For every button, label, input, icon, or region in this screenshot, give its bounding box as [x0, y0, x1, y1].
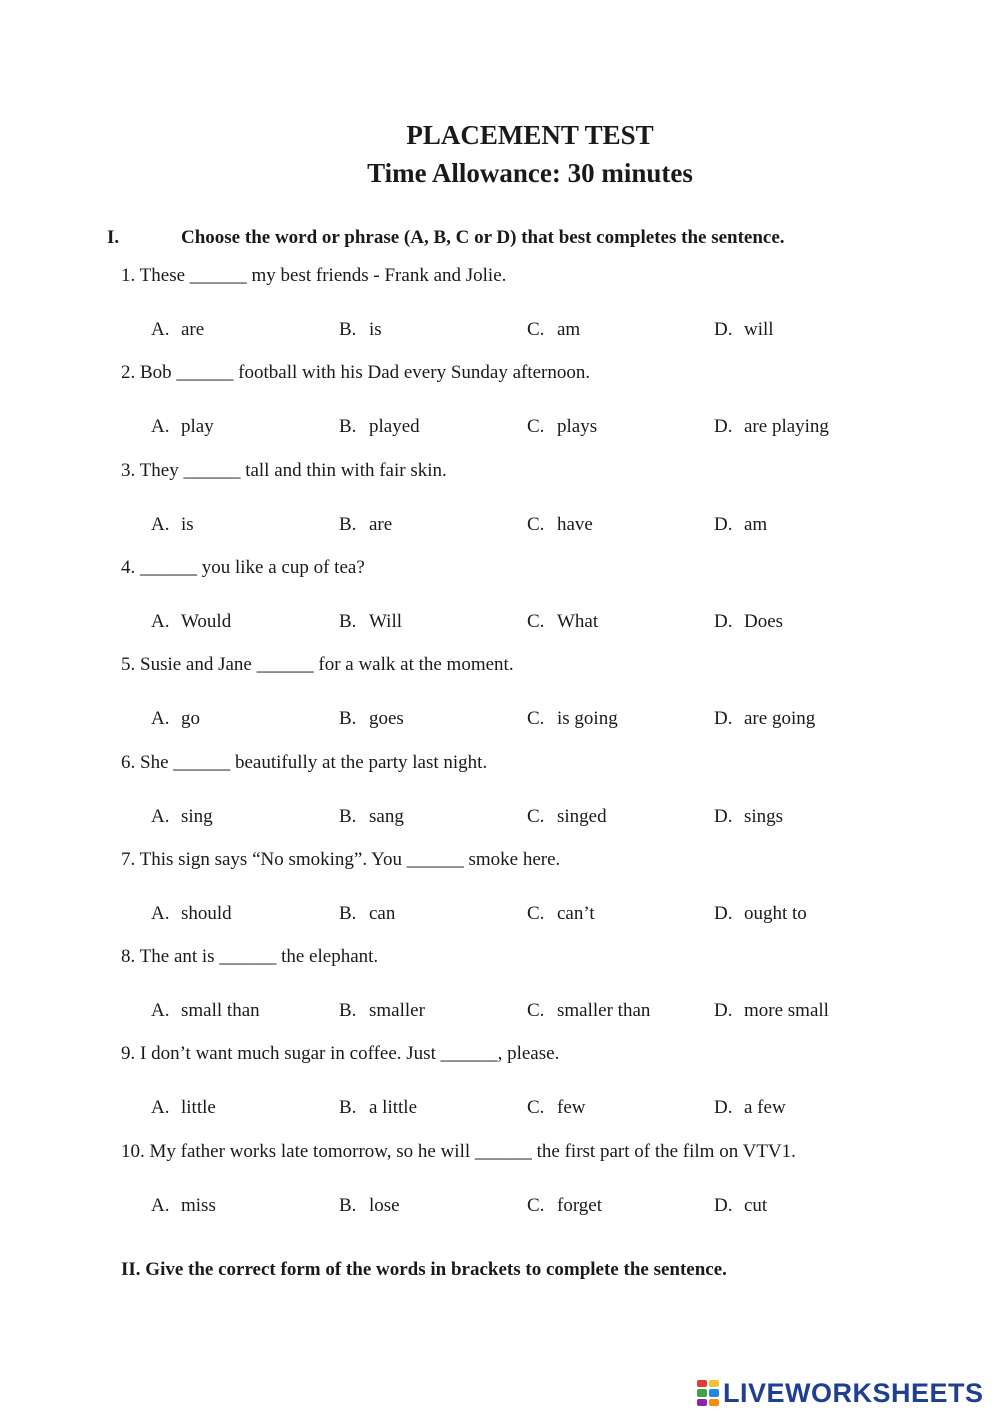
- option-letter: D.: [714, 1097, 733, 1119]
- option-letter: B.: [339, 805, 357, 827]
- question-8-options: [151, 1000, 911, 1026]
- logo-tile: [697, 1380, 707, 1387]
- option-letter: A.: [151, 416, 170, 438]
- option-text: is: [181, 513, 194, 535]
- option-letter: A.: [151, 513, 170, 535]
- option-letter: A.: [151, 1000, 170, 1022]
- option-letter: B.: [339, 416, 357, 438]
- option-letter: C.: [527, 902, 545, 924]
- option-a[interactable]: [151, 1000, 260, 1022]
- option-b[interactable]: [339, 806, 404, 828]
- option-text: are playing: [744, 416, 829, 438]
- option-text: few: [557, 1097, 586, 1119]
- option-letter: D.: [714, 319, 733, 340]
- option-text: am: [557, 319, 581, 340]
- option-letter: D.: [714, 513, 733, 535]
- option-d[interactable]: [714, 806, 783, 828]
- option-letter: C.: [527, 513, 545, 535]
- option-c[interactable]: [527, 806, 607, 828]
- option-letter: A.: [151, 319, 170, 340]
- option-text: Will: [369, 610, 403, 632]
- option-letter: B.: [339, 319, 357, 340]
- option-letter: C.: [527, 805, 545, 827]
- option-text: Would: [181, 610, 232, 632]
- option-letter: B.: [339, 1194, 357, 1216]
- question-5: 5. Susie and Jane ______ for a walk at the moment.: [121, 654, 514, 676]
- option-text: sing: [181, 805, 213, 827]
- question-3: 3. They ______ tall and thin with fair skin.: [121, 459, 447, 481]
- option-text: sang: [369, 805, 404, 827]
- option-text: cut: [744, 1194, 768, 1216]
- option-text: played: [369, 416, 420, 438]
- liveworksheets-logo: [697, 1378, 984, 1408]
- option-letter: B.: [339, 1097, 357, 1119]
- option-text: are: [181, 319, 205, 340]
- option-text: have: [557, 513, 593, 535]
- option-letter: C.: [527, 610, 545, 632]
- option-text: a little: [369, 1097, 418, 1119]
- option-b[interactable]: [339, 514, 392, 536]
- option-text: ought to: [744, 902, 807, 924]
- option-letter: A.: [151, 805, 170, 827]
- question-2-options: [151, 416, 911, 442]
- option-text: play: [181, 416, 214, 438]
- option-c[interactable]: [527, 319, 580, 341]
- brand-name: LIVEWORKSHEETS: [723, 1377, 984, 1408]
- option-letter: A.: [151, 902, 170, 924]
- logo-tile: [697, 1389, 707, 1396]
- option-text: should: [181, 902, 232, 924]
- option-letter: D.: [714, 902, 733, 924]
- question-6: 6. She ______ beautifully at the party last night.: [121, 751, 488, 773]
- option-d[interactable]: [714, 514, 767, 536]
- option-c[interactable]: [527, 1000, 650, 1022]
- option-a[interactable]: [151, 611, 231, 633]
- option-text: smaller than: [557, 1000, 651, 1022]
- option-a[interactable]: [151, 514, 194, 536]
- option-letter: C.: [527, 1000, 545, 1022]
- option-a[interactable]: [151, 806, 213, 828]
- option-text: are going: [744, 708, 816, 730]
- option-letter: D.: [714, 1194, 733, 1216]
- option-c[interactable]: [527, 611, 598, 633]
- option-letter: D.: [714, 610, 733, 632]
- option-d[interactable]: [714, 1195, 767, 1217]
- option-text: forget: [557, 1194, 603, 1216]
- option-text: will: [744, 319, 774, 340]
- option-letter: A.: [151, 610, 170, 632]
- option-b[interactable]: [339, 1000, 425, 1022]
- question-4-options: [151, 611, 911, 637]
- logo-tile: [709, 1380, 719, 1387]
- option-letter: D.: [714, 805, 733, 827]
- option-text: goes: [369, 708, 404, 730]
- option-text: are: [369, 513, 393, 535]
- option-letter: A.: [151, 1194, 170, 1216]
- option-d[interactable]: [714, 611, 783, 633]
- option-letter: B.: [339, 708, 357, 730]
- option-c[interactable]: [527, 1097, 585, 1119]
- option-a[interactable]: [151, 1097, 216, 1119]
- option-text: go: [181, 708, 200, 730]
- page-title: PLACEMENT TEST: [406, 120, 654, 150]
- option-letter: D.: [714, 708, 733, 730]
- option-d[interactable]: [714, 1097, 786, 1119]
- option-c[interactable]: [527, 514, 593, 536]
- option-a[interactable]: [151, 416, 214, 438]
- option-b[interactable]: [339, 319, 382, 341]
- option-d[interactable]: [714, 1000, 829, 1022]
- option-b[interactable]: [339, 1097, 417, 1119]
- option-b[interactable]: [339, 416, 420, 438]
- option-a[interactable]: [151, 903, 232, 925]
- option-text: singed: [557, 805, 607, 827]
- option-letter: A.: [151, 708, 170, 730]
- option-c[interactable]: [527, 903, 595, 925]
- option-letter: B.: [339, 610, 357, 632]
- logo-tile: [697, 1399, 707, 1406]
- option-b[interactable]: [339, 903, 395, 925]
- option-text: lose: [369, 1194, 400, 1216]
- question-1-options: [151, 319, 911, 345]
- question-2: 2. Bob ______ football with his Dad every Sunday afternoon.: [121, 362, 591, 384]
- option-c[interactable]: [527, 416, 597, 438]
- option-letter: C.: [527, 1194, 545, 1216]
- option-letter: B.: [339, 902, 357, 924]
- option-text: miss: [181, 1194, 216, 1216]
- liveworksheets-icon: [697, 1380, 719, 1406]
- option-c[interactable]: [527, 1195, 602, 1217]
- question-7: 7. This sign says “No smoking”. You ______ smoke here.: [121, 848, 561, 870]
- time-allowance: Time Allowance: 30 minutes: [367, 158, 693, 188]
- option-text: What: [557, 610, 599, 632]
- question-10-options: [151, 1195, 911, 1221]
- option-text: small than: [181, 1000, 260, 1022]
- option-letter: C.: [527, 1097, 545, 1119]
- question-4: 4. ______ you like a cup of tea?: [121, 556, 365, 578]
- logo-tile: [709, 1399, 719, 1406]
- option-text: plays: [557, 416, 598, 438]
- option-b[interactable]: [339, 708, 404, 730]
- option-d[interactable]: [714, 708, 815, 730]
- option-b[interactable]: [339, 611, 402, 633]
- option-text: a few: [744, 1097, 786, 1119]
- option-a[interactable]: [151, 1195, 216, 1217]
- option-text: sings: [744, 805, 784, 827]
- option-text: can’t: [557, 902, 595, 924]
- option-text: little: [181, 1097, 216, 1119]
- option-letter: B.: [339, 513, 357, 535]
- option-text: am: [744, 513, 768, 535]
- option-text: can: [369, 902, 396, 924]
- question-8: 8. The ant is ______ the elephant.: [121, 946, 379, 968]
- question-7-options: [151, 903, 911, 929]
- option-c[interactable]: [527, 708, 618, 730]
- option-text: more small: [744, 1000, 829, 1022]
- option-b[interactable]: [339, 1195, 400, 1217]
- option-d[interactable]: [714, 903, 807, 925]
- question-5-options: [151, 708, 911, 734]
- option-d[interactable]: [714, 416, 829, 438]
- question-1: 1. These ______ my best friends - Frank and Jolie.: [121, 265, 507, 286]
- option-letter: A.: [151, 1097, 170, 1119]
- question-6-options: [151, 806, 911, 832]
- option-text: smaller: [369, 1000, 425, 1022]
- question-9: 9. I don’t want much sugar in coffee. Just ______, please.: [121, 1043, 560, 1065]
- section-1-number: I.: [107, 227, 120, 248]
- option-letter: C.: [527, 708, 545, 730]
- section-2-heading: II. Give the correct form of the words in brackets to complete the sentence.: [121, 1259, 727, 1280]
- option-letter: C.: [527, 319, 545, 340]
- option-letter: B.: [339, 1000, 357, 1022]
- option-letter: D.: [714, 1000, 733, 1022]
- logo-tile: [709, 1389, 719, 1396]
- section-1-heading: [107, 227, 785, 249]
- option-letter: D.: [714, 416, 733, 438]
- question-10: 10. My father works late tomorrow, so he will ______ the first part of the film on VTV1.: [121, 1140, 796, 1162]
- section-1-instruction: Choose the word or phrase (A, B, C or D) that best completes the sentence.: [181, 227, 785, 248]
- question-3-options: [151, 514, 911, 540]
- option-text: is going: [557, 708, 618, 730]
- option-a[interactable]: [151, 319, 204, 341]
- option-a[interactable]: [151, 708, 200, 730]
- option-text: Does: [744, 610, 784, 632]
- option-d[interactable]: [714, 319, 774, 341]
- question-9-options: [151, 1097, 911, 1123]
- option-letter: C.: [527, 416, 545, 438]
- option-text: is: [369, 319, 382, 340]
